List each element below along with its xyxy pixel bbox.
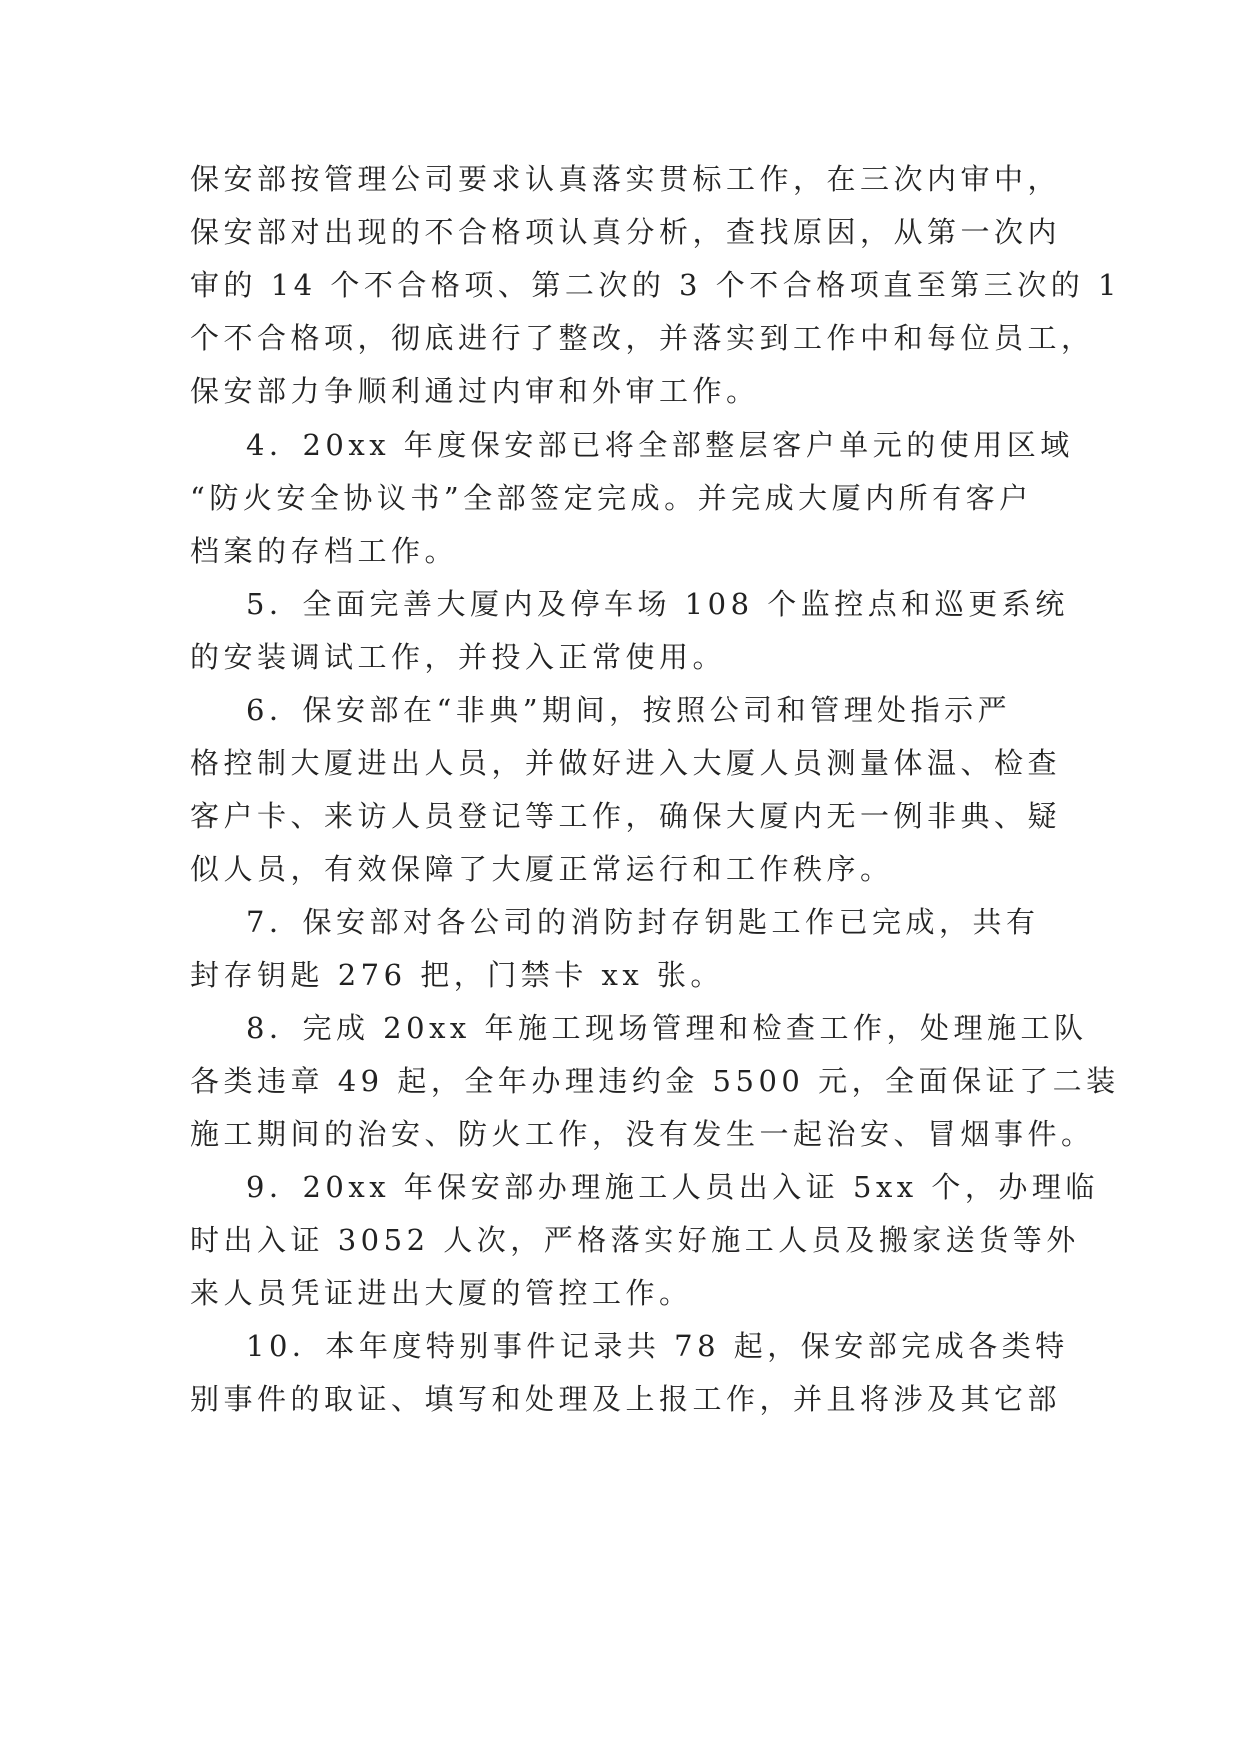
text-line: 格控制大厦进出人员，并做好进入大厦人员测量体温、检查 (190, 746, 1062, 780)
text-line: 6．保安部在“非典”期间，按照公司和管理处指示严 (246, 693, 1012, 727)
text-line: 客户卡、来访人员登记等工作，确保大厦内无一例非典、疑 (190, 799, 1062, 833)
text-line: 10．本年度特别事件记录共 78 起，保安部完成各类特 (246, 1329, 1069, 1363)
text-line: 施工期间的治安、防火工作，没有发生一起治安、冒烟事件。 (190, 1117, 1095, 1151)
text-line: 个不合格项，彻底进行了整改，并落实到工作中和每位员工， (190, 321, 1095, 355)
text-line: 封存钥匙 276 把，门禁卡 xx 张。 (190, 958, 724, 992)
text-line: 别事件的取证、填写和处理及上报工作，并且将涉及其它部 (190, 1382, 1062, 1416)
text-line: “防火安全协议书”全部签定完成。并完成大厦内所有客户 (190, 481, 1033, 515)
text-line: 5．全面完善大厦内及停车场 108 个监控点和巡更系统 (246, 587, 1069, 621)
text-line: 来人员凭证进出大厦的管控工作。 (190, 1276, 693, 1310)
text-line: 的安装调试工作，并投入正常使用。 (190, 640, 727, 674)
text-line: 审的 14 个不合格项、第二次的 3 个不合格项直至第三次的 1 (190, 268, 1121, 302)
text-line: 保安部按管理公司要求认真落实贯标工作，在三次内审中， (190, 162, 1062, 196)
text-line: 7．保安部对各公司的消防封存钥匙工作已完成，共有 (246, 905, 1040, 939)
text-line: 时出入证 3052 人次，严格落实好施工人员及搬家送货等外 (190, 1223, 1080, 1257)
text-line: 档案的存档工作。 (190, 534, 459, 568)
text-line: 保安部对出现的不合格项认真分析，查找原因，从第一次内 (190, 215, 1062, 249)
text-line: 各类违章 49 起，全年办理违约金 5500 元，全面保证了二装 (190, 1064, 1120, 1098)
text-line: 似人员，有效保障了大厦正常运行和工作秩序。 (190, 852, 894, 886)
text-line: 8．完成 20xx 年施工现场管理和检查工作，处理施工队 (246, 1011, 1088, 1045)
text-line: 保安部力争顺利通过内审和外审工作。 (190, 374, 760, 408)
text-line: 4．20xx 年度保安部已将全部整层客户单元的使用区域 (246, 428, 1074, 462)
text-line: 9．20xx 年保安部办理施工人员出入证 5xx 个，办理临 (246, 1170, 1099, 1204)
